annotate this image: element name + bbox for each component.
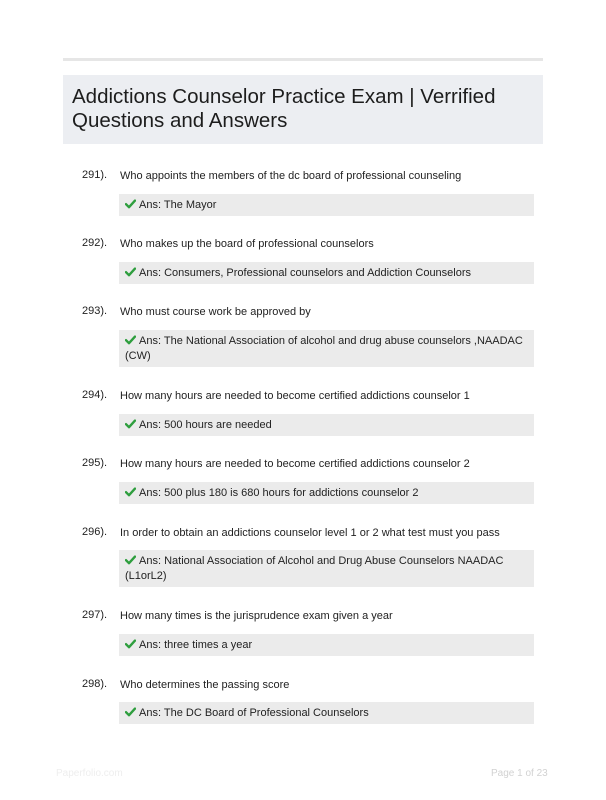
answer-prefix: Ans: xyxy=(139,707,162,719)
answer-box xyxy=(119,330,534,367)
question-text: How many hours are needed to become certified addictions counselor 2 xyxy=(120,458,470,470)
answer-box xyxy=(119,702,534,724)
answer-prefix: Ans: xyxy=(139,335,162,347)
answer-text: 500 plus 180 is 680 hours for addictions counselor 2 xyxy=(164,487,419,499)
page-title: Addictions Counselor Practice Exam | Verrified Questions and Answers xyxy=(72,85,496,132)
check-icon xyxy=(125,335,136,345)
answer-text: 500 hours are needed xyxy=(164,419,272,431)
answer-box xyxy=(119,262,534,284)
check-icon xyxy=(125,199,136,209)
question-text: How many hours are needed to become certified addictions counselor 1 xyxy=(120,390,470,402)
answer-box xyxy=(119,414,534,436)
question-number: 291). xyxy=(82,169,108,181)
footer-watermark: Paperfolio.com xyxy=(56,768,123,779)
question-number: 296). xyxy=(82,526,108,538)
answer-text: The Mayor xyxy=(163,199,217,211)
answer-text: National Association of Alcohol and Drug Abuse Counselors NAADAC (L1orL2) xyxy=(125,555,504,582)
answer-box xyxy=(119,550,534,587)
answer-prefix: Ans: xyxy=(139,555,162,567)
answer-prefix: Ans: xyxy=(139,267,162,279)
question-text: Who must course work be approved by xyxy=(120,306,311,318)
answer-text: The DC Board of Professional Counselors xyxy=(163,707,369,719)
check-icon xyxy=(125,707,136,717)
page-number: Page 1 of 23 xyxy=(491,768,548,779)
question-number: 293). xyxy=(82,305,108,317)
answer-prefix: Ans: xyxy=(139,639,162,651)
question-number: 295). xyxy=(82,457,108,469)
answer-prefix: Ans: xyxy=(139,199,162,211)
question-number: 297). xyxy=(82,609,108,621)
question-text: In order to obtain an addictions counselor level 1 or 2 what test must you pass xyxy=(120,527,500,539)
answer-prefix: Ans: xyxy=(139,419,162,431)
answer-prefix: Ans: xyxy=(139,487,162,499)
title-banner xyxy=(63,75,543,144)
question-number: 292). xyxy=(82,237,108,249)
answer-box xyxy=(119,634,534,656)
check-icon xyxy=(125,487,136,497)
question-number: 294). xyxy=(82,389,108,401)
question-text: Who determines the passing score xyxy=(120,679,290,691)
question-number: 298). xyxy=(82,678,108,690)
check-icon xyxy=(125,419,136,429)
answer-text: The National Association of alcohol and drug abuse counselors ,NAADAC (CW) xyxy=(125,335,523,362)
check-icon xyxy=(125,639,136,649)
check-icon xyxy=(125,267,136,277)
question-text: Who makes up the board of professional counselors xyxy=(120,238,374,250)
check-icon xyxy=(125,555,136,565)
question-text: How many times is the jurisprudence exam given a year xyxy=(120,610,393,622)
answer-box xyxy=(119,482,534,504)
answer-text: Consumers, Professional counselors and Addiction Counselors xyxy=(164,267,472,279)
answer-box xyxy=(119,194,534,216)
top-divider xyxy=(63,58,543,61)
question-text: Who appoints the members of the dc board of professional counseling xyxy=(120,170,462,182)
answer-text: three times a year xyxy=(164,639,253,651)
